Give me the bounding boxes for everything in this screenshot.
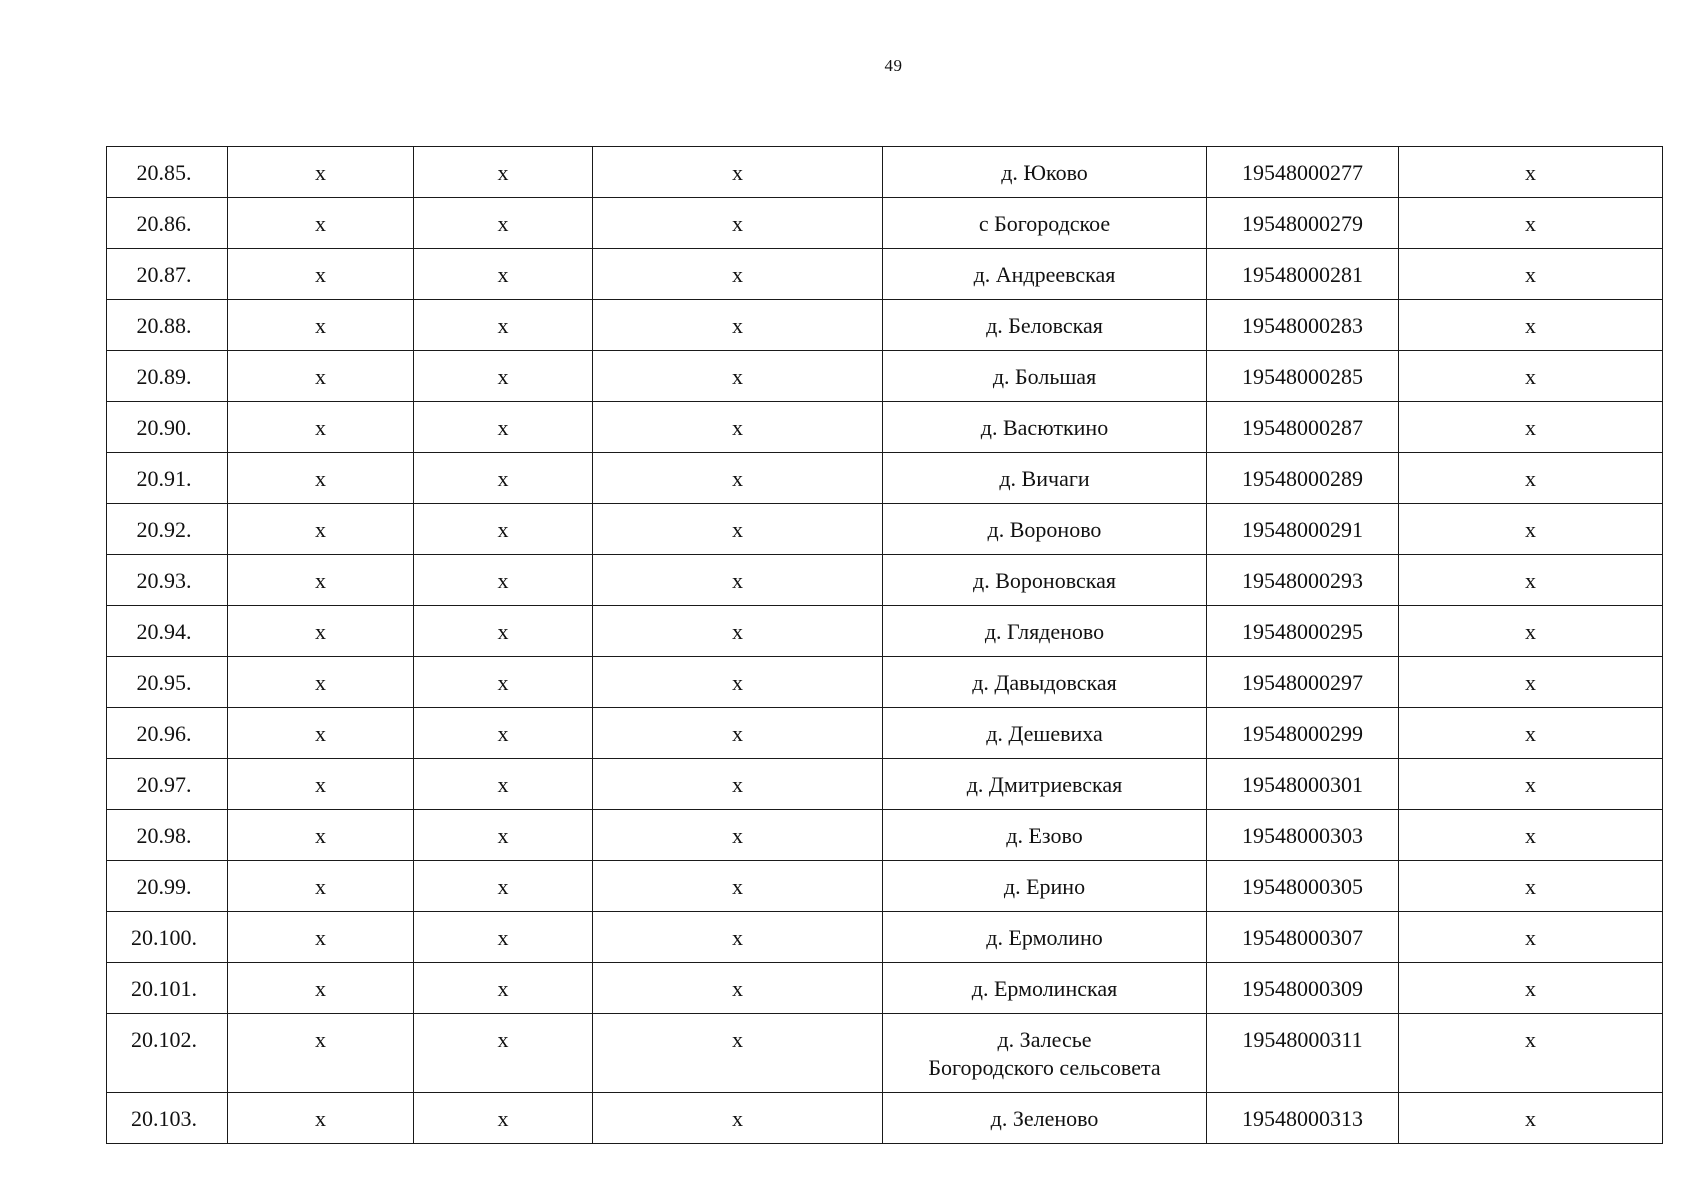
row-number: 20.87. xyxy=(107,249,228,300)
row-number: 20.102. xyxy=(107,1014,228,1093)
cell-x: x xyxy=(593,963,883,1014)
cell-x: x xyxy=(593,402,883,453)
settlement-name: д. Юково xyxy=(883,147,1207,198)
settlement-name: д. Ермолинская xyxy=(883,963,1207,1014)
settlement-name: д. Вичаги xyxy=(883,453,1207,504)
cell-x: x xyxy=(414,504,593,555)
cell-x: x xyxy=(1399,1014,1663,1093)
table-row xyxy=(107,861,1663,912)
settlement-name: д. Залесье xyxy=(997,1027,1092,1052)
settlement-name: с Богородское xyxy=(883,198,1207,249)
table-row xyxy=(107,351,1663,402)
settlement-code: 19548000313 xyxy=(1207,1093,1399,1144)
row-number: 20.103. xyxy=(107,1093,228,1144)
settlement-code: 19548000277 xyxy=(1207,147,1399,198)
cell-x: x xyxy=(228,249,414,300)
cell-x: x xyxy=(228,198,414,249)
cell-x: x xyxy=(228,759,414,810)
cell-x: x xyxy=(593,912,883,963)
cell-x: x xyxy=(593,555,883,606)
settlement-name: д. Андреевская xyxy=(883,249,1207,300)
cell-x: x xyxy=(593,1093,883,1144)
cell-x: x xyxy=(593,147,883,198)
cell-x: x xyxy=(593,759,883,810)
cell-x: x xyxy=(228,351,414,402)
cell-x: x xyxy=(228,657,414,708)
cell-x: x xyxy=(1399,1093,1663,1144)
settlement-code: 19548000279 xyxy=(1207,198,1399,249)
settlement-name: д. Зеленово xyxy=(883,1093,1207,1144)
cell-x: x xyxy=(593,657,883,708)
table-body xyxy=(107,147,1663,1144)
settlement-name: д. Гляденово xyxy=(883,606,1207,657)
cell-x: x xyxy=(414,402,593,453)
table-row xyxy=(107,759,1663,810)
table-row xyxy=(107,810,1663,861)
row-number: 20.95. xyxy=(107,657,228,708)
row-number: 20.101. xyxy=(107,963,228,1014)
cell-x: x xyxy=(1399,504,1663,555)
table-row xyxy=(107,963,1663,1014)
cell-x: x xyxy=(593,249,883,300)
cell-x: x xyxy=(1399,249,1663,300)
cell-x: x xyxy=(593,1014,883,1093)
settlement-code: 19548000305 xyxy=(1207,861,1399,912)
row-number: 20.94. xyxy=(107,606,228,657)
settlement-code: 19548000295 xyxy=(1207,606,1399,657)
cell-x: x xyxy=(228,300,414,351)
cell-x: x xyxy=(228,453,414,504)
settlement-code: 19548000293 xyxy=(1207,555,1399,606)
cell-x: x xyxy=(414,453,593,504)
cell-x: x xyxy=(1399,453,1663,504)
cell-x: x xyxy=(228,861,414,912)
cell-x: x xyxy=(414,147,593,198)
row-number: 20.100. xyxy=(107,912,228,963)
cell-x: x xyxy=(593,198,883,249)
table-row xyxy=(107,300,1663,351)
settlement-name: д. Дмитриевская xyxy=(883,759,1207,810)
cell-x: x xyxy=(414,606,593,657)
settlement-code: 19548000309 xyxy=(1207,963,1399,1014)
row-number: 20.99. xyxy=(107,861,228,912)
cell-x: x xyxy=(414,963,593,1014)
cell-x: x xyxy=(414,810,593,861)
table-row xyxy=(107,555,1663,606)
cell-x: x xyxy=(593,861,883,912)
settlement-code: 19548000289 xyxy=(1207,453,1399,504)
cell-x: x xyxy=(228,912,414,963)
cell-x: x xyxy=(1399,300,1663,351)
settlement-name: д. Васюткино xyxy=(883,402,1207,453)
settlements-table xyxy=(106,146,1663,1144)
row-number: 20.97. xyxy=(107,759,228,810)
cell-x: x xyxy=(414,555,593,606)
cell-x: x xyxy=(414,351,593,402)
settlement-name: д. Большая xyxy=(883,351,1207,402)
table-row xyxy=(107,147,1663,198)
settlement-name: д. Беловская xyxy=(883,300,1207,351)
cell-x: x xyxy=(593,351,883,402)
row-number: 20.92. xyxy=(107,504,228,555)
row-number: 20.86. xyxy=(107,198,228,249)
cell-x: x xyxy=(593,810,883,861)
settlement-code: 19548000291 xyxy=(1207,504,1399,555)
row-number: 20.89. xyxy=(107,351,228,402)
table-row xyxy=(107,504,1663,555)
settlement-name: д. Езово xyxy=(883,810,1207,861)
cell-x: x xyxy=(593,453,883,504)
cell-x: x xyxy=(414,300,593,351)
row-number: 20.96. xyxy=(107,708,228,759)
cell-x: x xyxy=(228,963,414,1014)
cell-x: x xyxy=(593,606,883,657)
row-number: 20.90. xyxy=(107,402,228,453)
cell-x: x xyxy=(228,504,414,555)
settlement-name-cell xyxy=(883,1014,1207,1093)
table-row xyxy=(107,1014,1663,1093)
settlement-code: 19548000299 xyxy=(1207,708,1399,759)
settlement-code: 19548000311 xyxy=(1207,1014,1399,1093)
table-row xyxy=(107,657,1663,708)
table-row xyxy=(107,912,1663,963)
cell-x: x xyxy=(1399,912,1663,963)
settlement-name: д. Ерино xyxy=(883,861,1207,912)
cell-x: x xyxy=(1399,708,1663,759)
table-row xyxy=(107,606,1663,657)
settlement-code: 19548000287 xyxy=(1207,402,1399,453)
settlement-name-line2: Богородского сельсовета xyxy=(928,1055,1161,1080)
table-row xyxy=(107,249,1663,300)
cell-x: x xyxy=(1399,963,1663,1014)
cell-x: x xyxy=(1399,759,1663,810)
settlement-code: 19548000281 xyxy=(1207,249,1399,300)
cell-x: x xyxy=(1399,810,1663,861)
cell-x: x xyxy=(228,555,414,606)
row-number: 20.88. xyxy=(107,300,228,351)
table-row xyxy=(107,402,1663,453)
settlement-name: д. Вороновская xyxy=(883,555,1207,606)
cell-x: x xyxy=(1399,606,1663,657)
cell-x: x xyxy=(228,147,414,198)
table-row xyxy=(107,453,1663,504)
cell-x: x xyxy=(228,402,414,453)
table-row xyxy=(107,198,1663,249)
row-number: 20.98. xyxy=(107,810,228,861)
cell-x: x xyxy=(414,1093,593,1144)
settlement-name: д. Дешевиха xyxy=(883,708,1207,759)
row-number: 20.93. xyxy=(107,555,228,606)
cell-x: x xyxy=(414,657,593,708)
settlement-code: 19548000283 xyxy=(1207,300,1399,351)
cell-x: x xyxy=(1399,657,1663,708)
cell-x: x xyxy=(593,708,883,759)
cell-x: x xyxy=(228,810,414,861)
cell-x: x xyxy=(1399,861,1663,912)
cell-x: x xyxy=(228,1093,414,1144)
cell-x: x xyxy=(593,300,883,351)
cell-x: x xyxy=(228,606,414,657)
settlement-code: 19548000303 xyxy=(1207,810,1399,861)
settlement-name: д. Вороново xyxy=(883,504,1207,555)
cell-x: x xyxy=(1399,555,1663,606)
cell-x: x xyxy=(414,249,593,300)
cell-x: x xyxy=(414,861,593,912)
page-number: 49 xyxy=(884,56,903,75)
cell-x: x xyxy=(593,504,883,555)
cell-x: x xyxy=(1399,402,1663,453)
cell-x: x xyxy=(414,198,593,249)
cell-x: x xyxy=(1399,198,1663,249)
row-number: 20.85. xyxy=(107,147,228,198)
cell-x: x xyxy=(1399,351,1663,402)
settlement-code: 19548000307 xyxy=(1207,912,1399,963)
cell-x: x xyxy=(414,912,593,963)
settlement-code: 19548000301 xyxy=(1207,759,1399,810)
cell-x: x xyxy=(228,708,414,759)
settlement-name: д. Ермолино xyxy=(883,912,1207,963)
cell-x: x xyxy=(414,759,593,810)
table-row xyxy=(107,1093,1663,1144)
cell-x: x xyxy=(228,1014,414,1093)
cell-x: x xyxy=(414,1014,593,1093)
settlement-name: д. Давыдовская xyxy=(883,657,1207,708)
row-number: 20.91. xyxy=(107,453,228,504)
settlement-code: 19548000297 xyxy=(1207,657,1399,708)
cell-x: x xyxy=(414,708,593,759)
table-row xyxy=(107,708,1663,759)
cell-x: x xyxy=(1399,147,1663,198)
settlement-code: 19548000285 xyxy=(1207,351,1399,402)
